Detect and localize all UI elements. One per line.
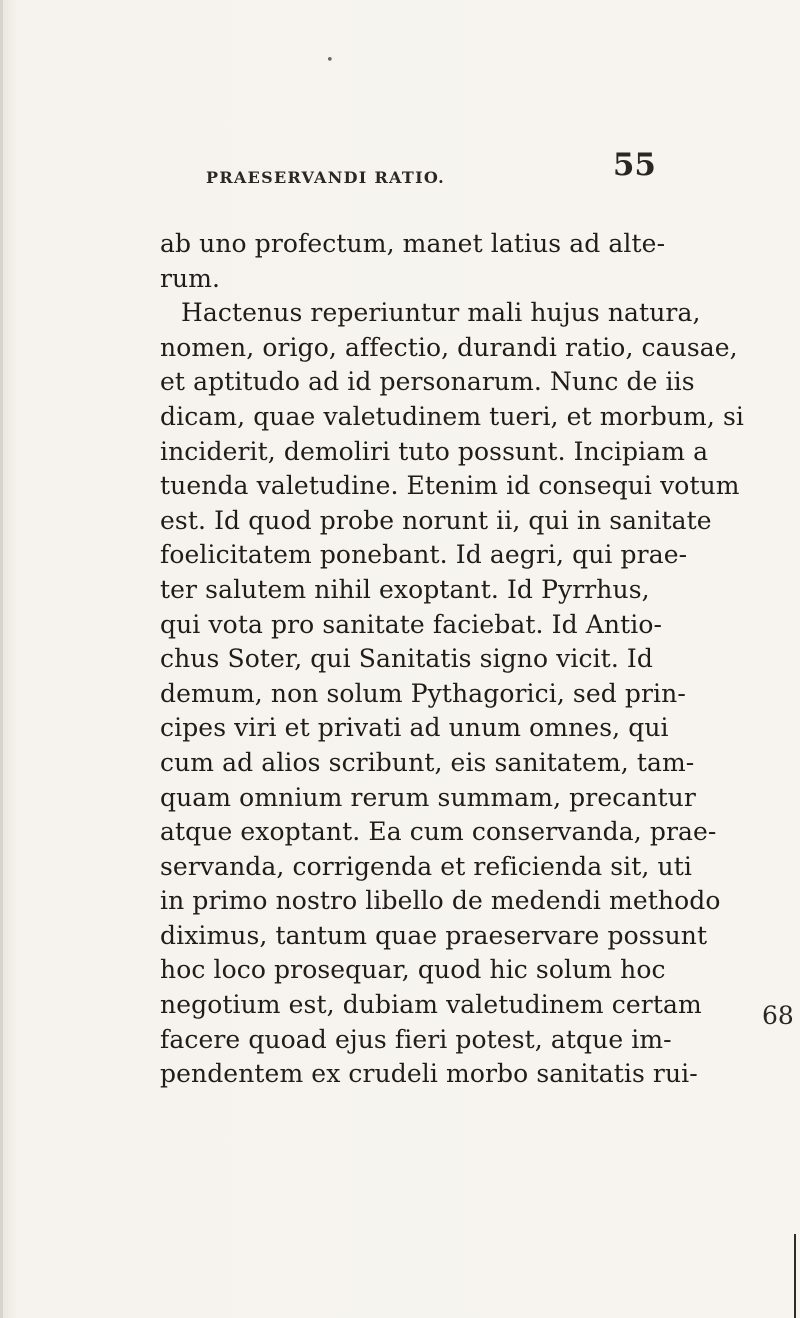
text-line-13: chus Soter, qui Sanitatis signo vicit. Id bbox=[160, 644, 654, 674]
text-line-11: ter salutem nihil exoptant. Id Pyrrhus, bbox=[160, 574, 650, 604]
text-line-4: nomen, origo, affectio, durandi ratio, causae, bbox=[160, 332, 738, 362]
text-line-12: qui vota pro sanitate faciebat. Id Antio- bbox=[160, 609, 663, 639]
text-line-21: diximus, tantum quae praeservare possunt bbox=[160, 920, 708, 950]
text-line-20: in primo nostro libello de medendi methodo bbox=[160, 886, 721, 916]
text-line-7: inciderit, demoliri tuto possunt. Incipiam a bbox=[160, 436, 709, 466]
text-line-9: est. Id quod probe norunt ii, qui in sanitate bbox=[160, 505, 712, 535]
top-ink-mark: • bbox=[326, 53, 334, 68]
text-line-25: pendentem ex crudeli morbo sanitatis rui- bbox=[160, 1059, 698, 1089]
page-header bbox=[206, 147, 656, 206]
page-number: 55 bbox=[612, 147, 656, 183]
text-line-1: ab uno profectum, manet latius ad alte- bbox=[160, 229, 666, 258]
text-line-8: tuenda valetudine. Etenim id consequi votum bbox=[160, 471, 740, 501]
text-line-10: foelicitatem ponebant. Id aegri, qui prae- bbox=[160, 540, 688, 570]
text-line-2: rum. bbox=[160, 263, 221, 293]
text-line-22: hoc loco prosequar, quod hic solum hoc bbox=[160, 955, 666, 985]
body-text bbox=[160, 227, 744, 1092]
text-line-18: atque exoptant. Ea cum conservanda, prae- bbox=[160, 817, 717, 847]
text-line-23: negotium est, dubiam valetudinem certam bbox=[160, 990, 702, 1020]
text-line-17: quam omnium rerum summam, precantur bbox=[160, 782, 696, 812]
text-line-19: servanda, corrigenda et reficienda sit, uti bbox=[160, 851, 692, 881]
text-line-24: facere quoad ejus fieri potest, atque im- bbox=[160, 1024, 672, 1054]
text-line-15: cipes viri et privati ad unum omnes, qui bbox=[160, 713, 669, 743]
text-line-6: dicam, quae valetudinem tueri, et morbum, si bbox=[160, 401, 744, 431]
page-left-edge bbox=[0, 0, 3, 1318]
margin-note: 68 bbox=[762, 1001, 794, 1030]
text-line-14: demum, non solum Pythagorici, sed prin- bbox=[160, 678, 686, 708]
text-line-3: Hactenus reperiuntur mali hujus natura, bbox=[181, 298, 701, 328]
text-line-16: cum ad alios scribunt, eis sanitatem, tam- bbox=[160, 747, 695, 777]
right-edge-mark bbox=[794, 1234, 796, 1318]
running-title: PRAESERVANDI RATIO. bbox=[206, 168, 446, 187]
text-line-5: et aptitudo ad id personarum. Nunc de iis bbox=[160, 367, 695, 397]
